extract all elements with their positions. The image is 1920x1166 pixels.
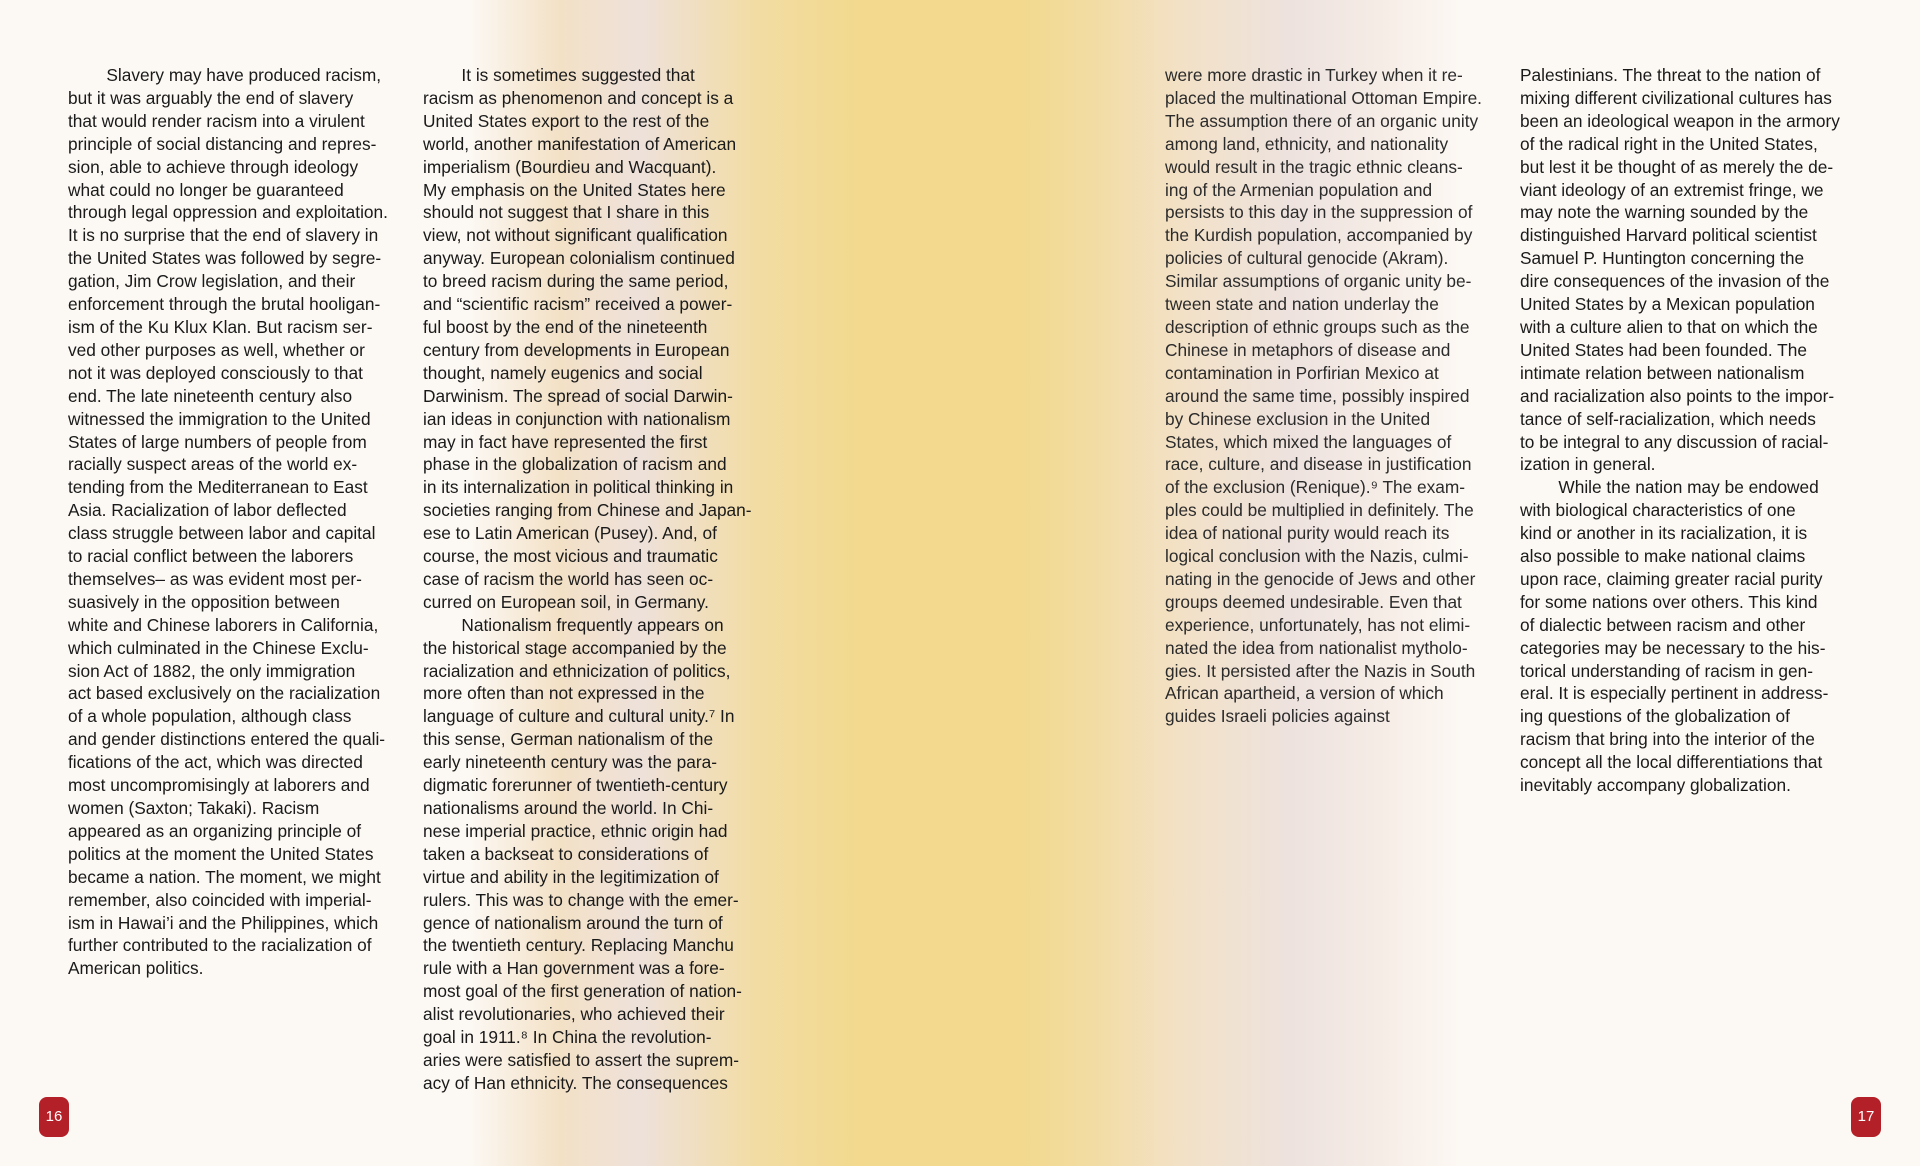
text-line: most uncompromisingly at laborers and (68, 775, 370, 796)
text-line: Palestinians. The threat to the nation of (1520, 65, 1821, 85)
text-line: gies. It persisted after the Nazis in South (1165, 660, 1476, 681)
text-line: ese to Latin American (Pusey). And, of (423, 523, 717, 544)
text-line: appeared as an organizing principle of (68, 820, 362, 841)
text-line: century from developments in European (423, 339, 730, 360)
text-line: ved other purposes as well, whether or (68, 339, 365, 360)
text-line: Slavery may have produced racism, (68, 65, 382, 85)
text-line: American politics. (68, 958, 204, 979)
text-line: to racial conflict between the laborers (68, 546, 354, 567)
text-line: racism that bring into the interior of the (1520, 729, 1815, 750)
text-line: and “scientific racism” received a power- (423, 294, 733, 315)
text-line: this sense, German nationalism of the (423, 729, 714, 750)
text-line: ism in Hawai’i and the Philippines, which (68, 912, 379, 933)
text-line: of the exclusion (Renique).⁹ The exam- (1165, 477, 1466, 498)
left-page-column-1 (68, 64, 388, 980)
text-line: ples could be multiplied in definitely. The (1165, 500, 1474, 521)
text-line: ful boost by the end of the nineteenth (423, 316, 708, 337)
text-line: rulers. This was to change with the emer- (423, 889, 739, 910)
text-line: also possible to make national claims (1520, 546, 1806, 567)
text-line: groups deemed undesirable. Even that (1165, 591, 1462, 612)
text-line: with a culture alien to that on which the (1520, 316, 1818, 337)
text-line: policies of cultural genocide (Akram). (1165, 248, 1449, 269)
text-line: United States by a Mexican population (1520, 294, 1815, 315)
text-line: African apartheid, a version of which (1165, 683, 1444, 704)
text-line: course, the most vicious and traumatic (423, 546, 718, 567)
text-line: ization in general. (1520, 454, 1656, 475)
text-line: upon race, claiming greater racial purity (1520, 568, 1823, 589)
text-line: end. The late nineteenth century also (68, 385, 353, 406)
text-line: among land, ethnicity, and nationality (1165, 133, 1449, 154)
text-line: categories may be necessary to the his- (1520, 637, 1826, 658)
text-line: While the nation may be endowed (1520, 477, 1819, 498)
text-line: by Chinese exclusion in the United (1165, 408, 1431, 429)
text-line: concept all the local differentiations that (1520, 752, 1823, 773)
text-line: viant ideology of an extremist fringe, we (1520, 179, 1824, 200)
text-line: act based exclusively on the racialization (68, 683, 381, 704)
text-line: around the same time, possibly inspired (1165, 385, 1470, 406)
text-line: should not suggest that I share in this (423, 202, 710, 223)
text-line: intimate relation between nationalism (1520, 362, 1805, 383)
text-line: to be integral to any discussion of racial- (1520, 431, 1829, 452)
text-line: view, not without significant qualification (423, 225, 728, 246)
text-line: principle of social distancing and repres- (68, 133, 377, 154)
text-line: mixing different civilizational cultures has (1520, 87, 1832, 108)
text-line: United States had been founded. The (1520, 339, 1807, 360)
text-line: further contributed to the racialization of (68, 935, 372, 956)
text-line: acy of Han ethnicity. The consequences (423, 1072, 728, 1093)
text-line: remember, also coincided with imperial- (68, 889, 372, 910)
text-line: the United States was followed by segre- (68, 248, 382, 269)
text-line: curred on European soil, in Germany. (423, 591, 709, 612)
text-line: imperialism (Bourdieu and Wacquant). (423, 156, 717, 177)
text-line: ing of the Armenian population and (1165, 179, 1433, 200)
text-line: the Kurdish population, accompanied by (1165, 225, 1473, 246)
text-line: themselves– as was evident most per- (68, 568, 362, 589)
text-line: fications of the act, which was directed (68, 752, 363, 773)
text-line: but lest it be thought of as merely the de- (1520, 156, 1834, 177)
text-line: not it was deployed consciously to that (68, 362, 363, 383)
text-line: distinguished Harvard political scientist (1520, 225, 1817, 246)
text-line: persists to this day in the suppression of (1165, 202, 1473, 223)
text-line: dire consequences of the invasion of the (1520, 271, 1830, 292)
text-line: virtue and ability in the legitimization of (423, 866, 719, 887)
text-line: enforcement through the brutal hooligan- (68, 294, 381, 315)
text-line: experience, unfortunately, has not elimi- (1165, 614, 1471, 635)
text-line: the twentieth century. Replacing Manchu (423, 935, 734, 956)
text-line: nationalisms around the world. In Chi- (423, 798, 714, 818)
text-line: taken a backseat to considerations of (423, 843, 709, 864)
text-line: suasively in the opposition between (68, 591, 340, 612)
text-line: Similar assumptions of organic unity be- (1165, 271, 1472, 292)
text-line: most goal of the first generation of nation- (423, 981, 742, 1002)
text-line: early nineteenth century was the para- (423, 752, 717, 773)
text-line: rule with a Han government was a fore- (423, 958, 725, 979)
text-line: of the radical right in the United States, (1520, 133, 1818, 154)
text-line: alist revolutionaries, who achieved their (423, 1004, 725, 1025)
text-line: nese imperial practice, ethnic origin had (423, 820, 728, 841)
text-line: case of racism the world has seen oc- (423, 568, 714, 589)
text-line: may note the warning sounded by the (1520, 202, 1809, 223)
text-line: ian ideas in conjunction with nationalism (423, 408, 731, 429)
text-line: guides Israeli policies against (1165, 706, 1390, 727)
text-line: sion, able to achieve through ideology (68, 156, 359, 177)
page-number-right: 17 (1851, 1097, 1881, 1137)
text-line: tance of self-racialization, which needs (1520, 408, 1816, 429)
text-line: idea of national purity would reach its (1165, 523, 1450, 544)
text-line: Asia. Racialization of labor deflected (68, 500, 347, 521)
text-line: logical conclusion with the Nazis, culmi- (1165, 546, 1469, 567)
text-line: digmatic forerunner of twentieth-century (423, 775, 728, 796)
text-line: racially suspect areas of the world ex- (68, 454, 358, 475)
text-line: would result in the tragic ethnic cleans- (1165, 156, 1463, 177)
text-line: inevitably accompany globalization. (1520, 775, 1791, 796)
text-line: may in fact have represented the first (423, 431, 708, 452)
text-line: were more drastic in Turkey when it re- (1165, 65, 1463, 85)
text-line: the historical stage accompanied by the (423, 637, 727, 658)
text-line: tween state and nation underlay the (1165, 294, 1439, 315)
text-line: contamination in Porfirian Mexico at (1165, 362, 1439, 383)
text-line: phase in the globalization of racism and (423, 454, 727, 475)
text-line: that would render racism into a virulent (68, 110, 365, 131)
right-page-column-2 (1520, 64, 1840, 797)
text-line: which culminated in the Chinese Exclu- (68, 637, 369, 658)
text-line: nated the idea from nationalist mytholo- (1165, 637, 1468, 658)
text-line: racialization and ethnicization of politics, (423, 660, 731, 681)
text-line: been an ideological weapon in the armory (1520, 110, 1840, 131)
text-line: ing questions of the globalization of (1520, 706, 1790, 727)
text-line: thought, namely eugenics and social (423, 362, 703, 383)
text-line: with biological characteristics of one (1520, 500, 1796, 521)
text-line: placed the multinational Ottoman Empire. (1165, 87, 1482, 108)
text-line: witnessed the immigration to the United (68, 408, 371, 429)
text-line: of a whole population, although class (68, 706, 352, 727)
text-line: sion Act of 1882, the only immigration (68, 660, 356, 681)
text-line: race, culture, and disease in justification (1165, 454, 1472, 475)
text-line: States of large numbers of people from (68, 431, 367, 452)
text-line: kind or another in its racialization, it is (1520, 523, 1808, 544)
text-line: Darwinism. The spread of social Darwin- (423, 385, 733, 406)
text-line: torical understanding of racism in gen- (1520, 660, 1813, 681)
text-line: and gender distinctions entered the quali- (68, 729, 386, 750)
text-line: The assumption there of an organic unity (1165, 110, 1479, 131)
text-line: eral. It is especially pertinent in address- (1520, 683, 1829, 704)
text-line: tending from the Mediterranean to East (68, 477, 368, 498)
text-line: class struggle between labor and capital (68, 523, 376, 544)
text-line: politics at the moment the United States (68, 843, 374, 864)
text-line: became a nation. The moment, we might (68, 866, 381, 887)
text-line: aries were satisfied to assert the suprem- (423, 1049, 739, 1070)
left-page-column-2 (423, 64, 752, 1095)
text-line: in its internalization in political thinking in (423, 477, 734, 498)
text-line: goal in 1911.⁸ In China the revolution- (423, 1027, 712, 1048)
text-line: and racialization also points to the impor- (1520, 385, 1835, 406)
text-line: white and Chinese laborers in California, (68, 614, 379, 635)
text-line: to breed racism during the same period, (423, 271, 729, 292)
text-line: women (Saxton; Takaki). Racism (68, 798, 320, 818)
text-line: description of ethnic groups such as the (1165, 316, 1470, 337)
text-line: My emphasis on the United States here (423, 179, 726, 200)
text-line: more often than not expressed in the (423, 683, 705, 704)
text-line: United States export to the rest of the (423, 110, 710, 131)
text-line: language of culture and cultural unity.⁷ In (423, 706, 735, 727)
text-line: through legal oppression and exploitation. (68, 202, 388, 223)
page-number-left: 16 (39, 1097, 69, 1137)
text-line: gation, Jim Crow legislation, and their (68, 271, 356, 292)
text-line: nating in the genocide of Jews and other (1165, 568, 1476, 589)
text-line: world, another manifestation of American (423, 133, 737, 154)
text-line: It is no surprise that the end of slavery in (68, 225, 379, 246)
text-line: Nationalism frequently appears on (423, 614, 724, 635)
text-line: for some nations over others. This kind (1520, 591, 1818, 612)
text-line: what could no longer be guaranteed (68, 179, 344, 200)
text-line: but it was arguably the end of slavery (68, 87, 354, 108)
right-page-column-1 (1165, 64, 1482, 728)
text-line: Chinese in metaphors of disease and (1165, 339, 1451, 360)
text-line: gence of nationalism around the turn of (423, 912, 723, 933)
text-line: It is sometimes suggested that (423, 65, 695, 85)
text-line: racism as phenomenon and concept is a (423, 87, 734, 108)
text-line: societies ranging from Chinese and Japan- (423, 500, 752, 521)
text-line: ism of the Ku Klux Klan. But racism ser- (68, 316, 373, 337)
text-line: States, which mixed the languages of (1165, 431, 1452, 452)
text-line: Samuel P. Huntington concerning the (1520, 248, 1805, 269)
text-line: anyway. European colonialism continued (423, 248, 735, 269)
text-line: of dialectic between racism and other (1520, 614, 1806, 635)
